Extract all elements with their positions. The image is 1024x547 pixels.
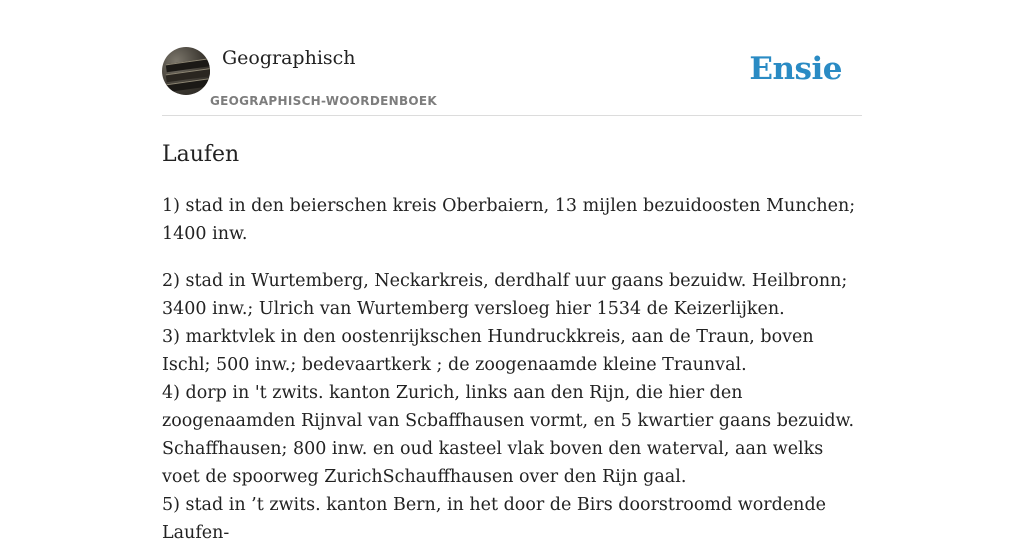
dictionary-subtitle[interactable]: GEOGRAPHISCH-WOORDENBOEK — [210, 94, 437, 108]
page — [162, 0, 862, 543]
entry-paragraph: 1) stad in den beierschen kreis Oberbaiern, 13 mijlen bezuidoosten Munchen; 1400 inw. — [162, 196, 856, 244]
entry-paragraph: 2) stad in Wurtemberg, Neckarkreis, derdhalf uur gaans bezuidw. Heilbronn; 3400 inw.; Ulrich van Wurtemberg versloeg hier 1534 de Keizerlijken. — [162, 271, 848, 319]
ensie-logo[interactable]: Ensie — [749, 51, 842, 87]
site-header — [162, 0, 862, 116]
entry-paragraph: 3) marktvlek in den oostenrijkschen Hundruckkreis, aan de Traun, boven Ischl; 500 inw.; bedevaartkerk ; de zoogenaamde kleine Traunval. — [162, 327, 814, 375]
entry-paragraph: 4) dorp in 't zwits. kanton Zurich, links aan den Rijn, die hier den zoogenaamden Rijnval van Scbaffhausen vormt, en 5 kwartier gaans bezuidw. Schaffhausen; 800 inw. en oud kasteel vlak boven den waterval, aan welks voet de spoorweg ZurichSchauffhausen over den Rijn gaal. — [162, 383, 855, 487]
entry-content — [162, 192, 862, 547]
books-avatar-icon[interactable] — [162, 47, 210, 95]
entry-title: Laufen — [162, 142, 240, 167]
entry-paragraph: 5) stad in ’t zwits. kanton Bern, in het door de Birs doorstroomd wordende Laufen- — [162, 495, 827, 543]
site-title[interactable]: Geographisch — [222, 47, 356, 69]
